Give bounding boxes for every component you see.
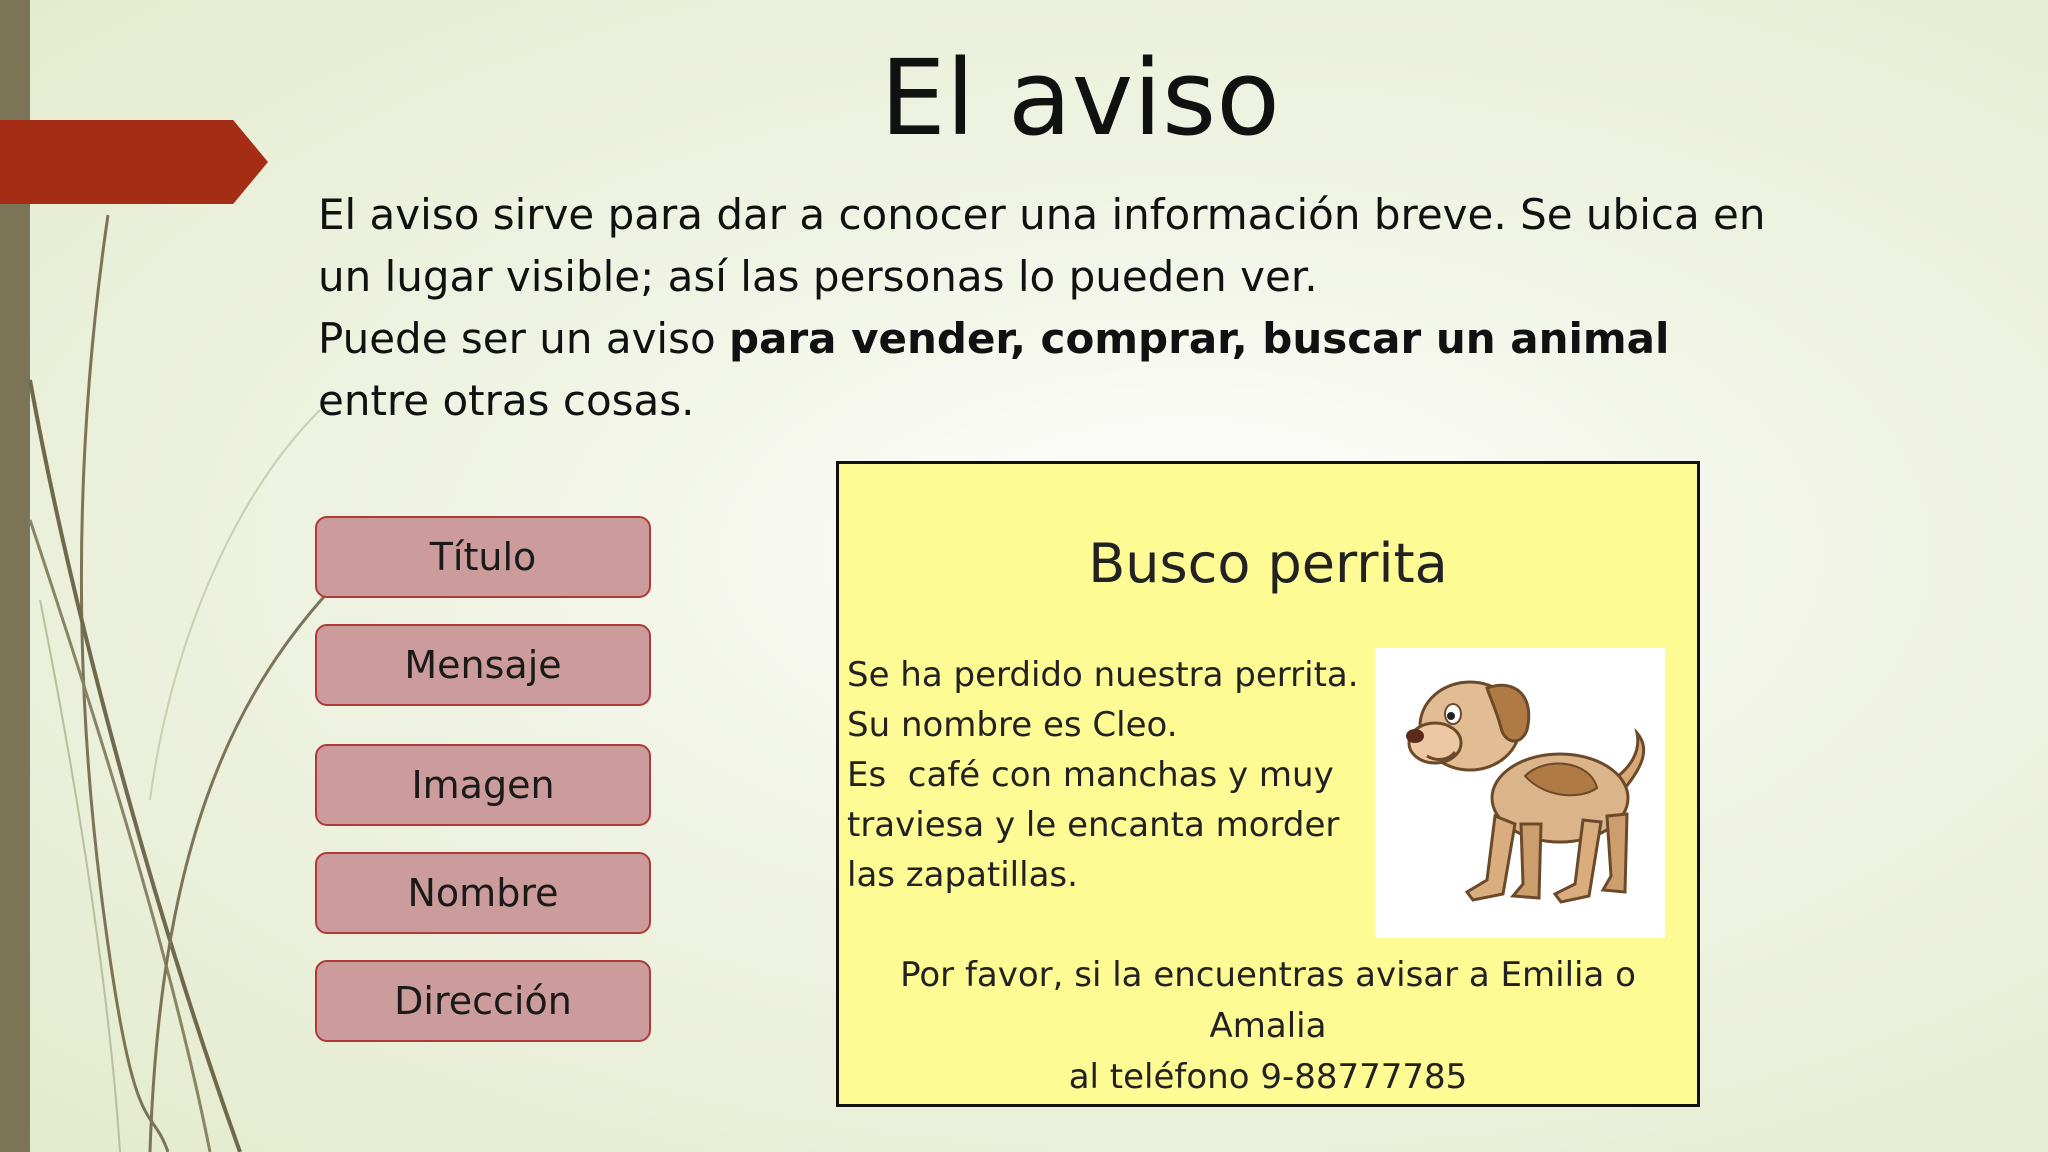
intro-text [318,184,1778,432]
intro-text-start: Puede ser un aviso [318,314,730,363]
intro-text-bold: para vender, comprar, buscar un animal [729,314,1670,363]
part-button-mensaje[interactable]: Mensaje [315,624,651,706]
notice-contact [839,950,1697,1103]
notice-message-line: Es café con manchas y muy [847,755,1334,795]
intro-paragraph-2 [318,308,1778,432]
part-button-direccion[interactable]: Dirección [315,960,651,1042]
notice-message-line: Se ha perdido nuestra perrita. [847,655,1359,695]
notice-image [1375,648,1665,938]
part-button-titulo[interactable]: Título [315,516,651,598]
notice-message-line: Su nombre es Cleo. [847,705,1178,745]
notice-example [836,461,1700,1107]
notice-contact-phone: al teléfono 9-88777785 [1068,1057,1468,1097]
notice-contact-line: Por favor, si la encuentras avisar a Emilia o Amalia [900,955,1636,1046]
dog-icon [1375,648,1665,938]
notice-message-line: las zapatillas. [847,855,1078,895]
intro-text-end: entre otras cosas. [318,376,695,425]
part-button-imagen[interactable]: Imagen [315,744,651,826]
notice-title: Busco perrita [1088,532,1448,595]
notice-message [847,650,1367,900]
notice-message-line: traviesa y le encanta morder [847,805,1340,845]
intro-paragraph-1: El aviso sirve para dar a conocer una información breve. Se ubica en un lugar visible; así las personas lo pueden ver. [318,190,1766,301]
slide-title: El aviso [880,37,1280,159]
part-button-nombre[interactable]: Nombre [315,852,651,934]
accent-arrow [0,120,268,204]
